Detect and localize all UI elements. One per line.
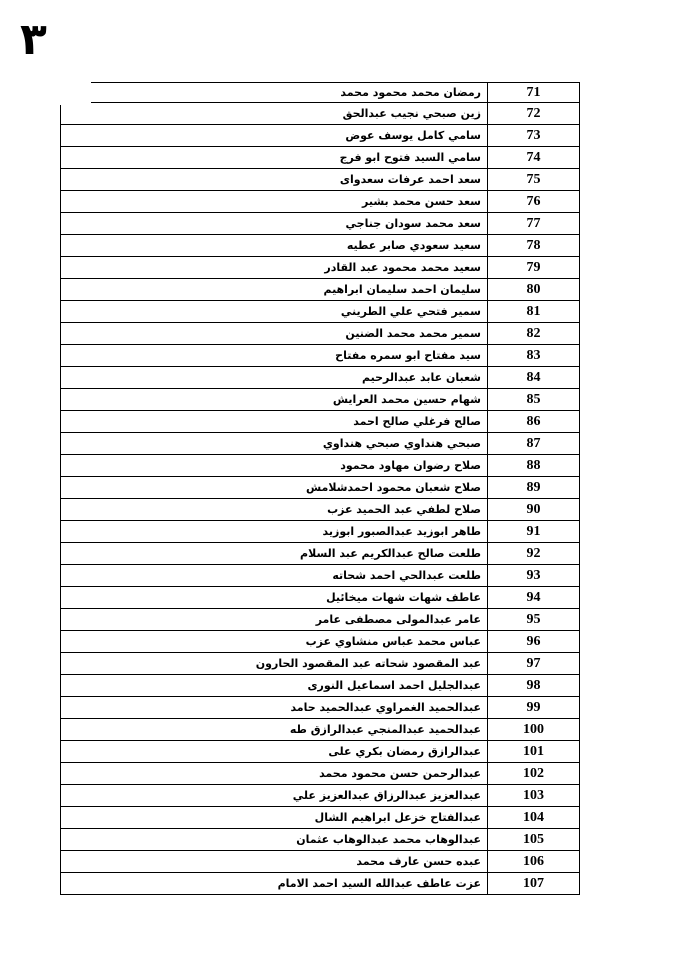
name-cell: عبدالحميد الغمراوي عبدالحميد حامد bbox=[61, 697, 488, 718]
table-row bbox=[61, 697, 579, 719]
table-row bbox=[61, 499, 579, 521]
number-cell: 88 bbox=[526, 458, 541, 473]
number-cell: 91 bbox=[526, 524, 541, 539]
name-cell: صلاح رضوان مهاود محمود bbox=[61, 455, 488, 476]
name-cell: عبدالحميد عبدالمنجي عبدالرازق طه bbox=[61, 719, 488, 740]
table-row bbox=[61, 147, 579, 169]
name-cell: صالح فرغلي صالح احمد bbox=[61, 411, 488, 432]
table-row bbox=[61, 433, 579, 455]
name-cell: طلعت عبدالحي احمد شحاته bbox=[61, 565, 488, 586]
name-cell: سعيد محمد محمود عبد القادر bbox=[61, 257, 488, 278]
table-row bbox=[61, 213, 579, 235]
table-row bbox=[61, 367, 579, 389]
name-cell: عبدالعزيز عبدالرزاق عبدالعزيز علي bbox=[61, 785, 488, 806]
number-cell: 82 bbox=[526, 326, 541, 341]
name-cell: عبدالوهاب محمد عبدالوهاب عثمان bbox=[61, 829, 488, 850]
table-row bbox=[61, 873, 579, 895]
name-cell: سيد مفتاح ابو سمره مفتاح bbox=[61, 345, 488, 366]
name-cell: صبحي هنداوي صبحي هنداوي bbox=[61, 433, 488, 454]
number-cell: 100 bbox=[523, 722, 544, 737]
number-cell: 79 bbox=[526, 260, 541, 275]
number-cell: 75 bbox=[526, 172, 541, 187]
table-row bbox=[61, 191, 579, 213]
number-cell: 103 bbox=[523, 788, 544, 803]
name-cell: عبده حسن عارف محمد bbox=[61, 851, 488, 872]
table-row bbox=[61, 169, 579, 191]
table-row bbox=[61, 235, 579, 257]
number-cell: 92 bbox=[526, 546, 541, 561]
name-cell: عزت عاطف عبدالله السيد احمد الامام bbox=[61, 873, 488, 894]
number-cell: 81 bbox=[526, 304, 541, 319]
table-row bbox=[61, 455, 579, 477]
table-row bbox=[61, 653, 579, 675]
name-cell: عبدالرازق رمضان بكري على bbox=[61, 741, 488, 762]
table-row bbox=[61, 851, 579, 873]
number-cell: 90 bbox=[526, 502, 541, 517]
table-row bbox=[61, 389, 579, 411]
table-row bbox=[61, 829, 579, 851]
number-cell: 73 bbox=[526, 128, 541, 143]
table-row bbox=[61, 103, 579, 125]
number-cell: 78 bbox=[526, 238, 541, 253]
name-cell: طلعت صالح عبدالكريم عبد السلام bbox=[61, 543, 488, 564]
name-cell: سامي كامل يوسف عوض bbox=[61, 125, 488, 146]
number-cell: 77 bbox=[526, 216, 541, 231]
name-cell: سمير محمد محمد الضنين bbox=[61, 323, 488, 344]
table-row bbox=[61, 411, 579, 433]
table-row bbox=[61, 345, 579, 367]
table-row bbox=[61, 785, 579, 807]
number-cell: 105 bbox=[523, 832, 544, 847]
number-cell: 97 bbox=[526, 656, 541, 671]
number-cell: 107 bbox=[523, 876, 544, 891]
table-row bbox=[61, 301, 579, 323]
name-cell: عامر عبدالمولى مصطفى عامر bbox=[61, 609, 488, 630]
name-cell: سعد حسن محمد بشير bbox=[61, 191, 488, 212]
number-cell: 102 bbox=[523, 766, 544, 781]
number-cell: 83 bbox=[526, 348, 541, 363]
name-cell: عبدالرحمن حسن محمود محمد bbox=[61, 763, 488, 784]
number-cell: 96 bbox=[526, 634, 541, 649]
name-cell: سليمان احمد سليمان ابراهيم bbox=[61, 279, 488, 300]
name-cell: عبد المقصود شحاته عبد المقصود الحارون bbox=[61, 653, 488, 674]
table-row bbox=[61, 257, 579, 279]
number-cell: 85 bbox=[526, 392, 541, 407]
number-cell: 80 bbox=[526, 282, 541, 297]
table-row bbox=[61, 675, 579, 697]
number-cell: 101 bbox=[523, 744, 544, 759]
name-cell: طاهر ابوزيد عبدالصبور ابوزيد bbox=[61, 521, 488, 542]
name-cell: صلاح شعبان محمود احمدشلامش bbox=[61, 477, 488, 498]
table-row bbox=[61, 521, 579, 543]
name-cell: عاطف شهات شهات ميخائيل bbox=[61, 587, 488, 608]
name-cell: سمير فتحي علي الطريني bbox=[61, 301, 488, 322]
table-row bbox=[61, 477, 579, 499]
number-cell: 76 bbox=[526, 194, 541, 209]
number-cell: 87 bbox=[526, 436, 541, 451]
name-cell: عباس محمد عباس منشاوي عزب bbox=[61, 631, 488, 652]
number-cell: 106 bbox=[523, 854, 544, 869]
name-cell: سامي السيد فتوح ابو فرج bbox=[61, 147, 488, 168]
name-cell: رمضان محمد محمود محمد bbox=[61, 83, 488, 102]
name-cell: شعبان عابد عبدالرحيم bbox=[61, 367, 488, 388]
table-row bbox=[61, 323, 579, 345]
number-cell: 74 bbox=[526, 150, 541, 165]
name-cell: شهام حسين محمد العرايش bbox=[61, 389, 488, 410]
number-cell: 95 bbox=[526, 612, 541, 627]
number-cell: 94 bbox=[526, 590, 541, 605]
table-row bbox=[61, 83, 579, 103]
table-row bbox=[61, 565, 579, 587]
table-row bbox=[61, 125, 579, 147]
number-cell: 84 bbox=[526, 370, 541, 385]
page-number: ٣ bbox=[20, 14, 47, 65]
table-row bbox=[61, 741, 579, 763]
table-row bbox=[61, 543, 579, 565]
scan-gap bbox=[59, 81, 91, 105]
number-cell: 99 bbox=[526, 700, 541, 715]
name-cell: سعد احمد عرفات سعدواى bbox=[61, 169, 488, 190]
names-table bbox=[60, 82, 580, 895]
number-cell: 98 bbox=[526, 678, 541, 693]
number-cell: 93 bbox=[526, 568, 541, 583]
table-row bbox=[61, 631, 579, 653]
number-cell: 104 bbox=[523, 810, 544, 825]
name-cell: زين صبحي نجيب عبدالحق bbox=[61, 103, 488, 124]
table-row bbox=[61, 609, 579, 631]
name-cell: صلاح لطفي عبد الحميد عزب bbox=[61, 499, 488, 520]
table-row bbox=[61, 719, 579, 741]
number-cell: 86 bbox=[526, 414, 541, 429]
table-row bbox=[61, 587, 579, 609]
name-cell: عبدالجليل احمد اسماعيل النورى bbox=[61, 675, 488, 696]
number-cell: 72 bbox=[526, 106, 541, 121]
name-cell: سعيد سعودي صابر عطيه bbox=[61, 235, 488, 256]
number-cell: 89 bbox=[526, 480, 541, 495]
number-cell: 71 bbox=[526, 85, 541, 100]
name-cell: عبدالفتاح خزعل ابراهيم الشال bbox=[61, 807, 488, 828]
table-row bbox=[61, 807, 579, 829]
name-cell: سعد محمد سودان جناجي bbox=[61, 213, 488, 234]
table-row bbox=[61, 279, 579, 301]
table-row bbox=[61, 763, 579, 785]
